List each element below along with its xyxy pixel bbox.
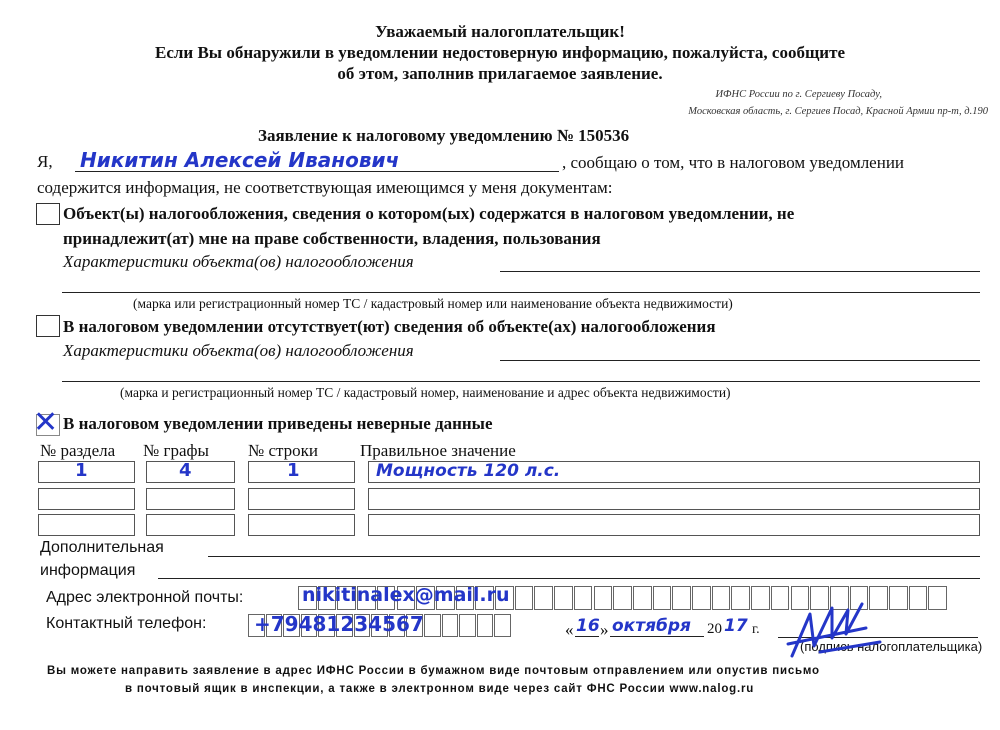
footer-note-2: в почтовый ящик в инспекции, а также в электронном виде через сайт ФНС России www.nalog.ru (125, 683, 755, 695)
email-label: Адрес электронной почты: (46, 589, 244, 606)
char-cell (909, 586, 928, 610)
option1-text: Объект(ы) налогообложения, сведения о котором(ых) содержатся в налоговом уведомлении, не (63, 204, 795, 223)
date-year[interactable]: 17 (724, 616, 748, 636)
char-cell (928, 586, 947, 610)
date-year-unit: г. (752, 622, 760, 637)
char-cell (712, 586, 731, 610)
char-cell (889, 586, 908, 610)
char-cell (613, 586, 632, 610)
option3-text: В налоговом уведомлении приведены неверные данные (63, 414, 493, 433)
additional-info-line-2[interactable] (158, 578, 980, 579)
option2-checkbox[interactable] (36, 315, 60, 337)
date-day[interactable]: 16 (576, 616, 600, 636)
char-cell (442, 614, 459, 637)
char-cell (751, 586, 770, 610)
char-cell (731, 586, 750, 610)
char-cell (494, 614, 511, 637)
ifns-address: Московская область, г. Сергиев Посад, Красной Армии пр-т, д.190 (688, 106, 988, 117)
table-row1-section: 1 (75, 460, 88, 481)
col-header-column: № графы (143, 441, 209, 460)
notice-line: Если Вы обнаружили в уведомлении недостоверную информацию, пожалуйста, сообщите (155, 43, 845, 62)
table-cell-row[interactable] (248, 514, 355, 536)
date-open-quote: « (565, 620, 574, 639)
table-cell-row[interactable] (248, 488, 355, 510)
table-cell-section[interactable] (38, 488, 135, 510)
char-cell (515, 586, 534, 610)
char-cell (554, 586, 573, 610)
footer-note: Вы можете направить заявление в адрес ИФНС России в бумажном виде почтовым отправлением или опустив письмо (47, 665, 820, 677)
additional-info-label-2: информация (40, 562, 136, 579)
char-cell (692, 586, 711, 610)
option2-text: В налоговом уведомлении отсутствует(ют) сведения об объекте(ах) налогообложения (63, 317, 716, 336)
date-month-line (610, 636, 704, 637)
option2-characteristics-line-2[interactable] (62, 381, 980, 382)
table-cell-row[interactable] (248, 461, 355, 483)
taxpayer-name[interactable]: Никитин Алексей Иванович (80, 148, 400, 172)
char-cell (534, 586, 553, 610)
signature-caption: (подпись налогоплательщика) (800, 639, 983, 654)
table-cell-value[interactable] (368, 488, 980, 510)
table-cell-value[interactable] (368, 514, 980, 536)
col-header-section: № раздела (40, 441, 116, 460)
option2-hint: (марка и регистрационный номер ТС / кадастровый номер, наименование и адрес объекта недвижимости) (120, 385, 731, 400)
col-header-value: Правильное значение (360, 441, 516, 460)
option1-text-2: принадлежит(ат) мне на праве собственности, владения, пользования (63, 229, 601, 248)
additional-info-line[interactable] (208, 556, 980, 557)
option2-characteristics-label: Характеристики объекта(ов) налогообложения (63, 341, 414, 360)
char-cell (574, 586, 593, 610)
option1-characteristics-label: Характеристики объекта(ов) налогообложения (63, 252, 414, 271)
option1-checkbox[interactable] (36, 203, 60, 225)
option1-hint: (марка или регистрационный номер ТС / кадастровый номер или наименование объекта недвижимости) (133, 296, 733, 311)
statement-text: , сообщаю о том, что в налоговом уведомлении (562, 153, 905, 172)
phone-label: Контактный телефон: (46, 615, 207, 632)
ya-label: Я, (37, 152, 53, 171)
char-cell (424, 614, 441, 637)
char-cell (594, 586, 613, 610)
ifns-name: ИФНС России по г. Сергиеву Посаду, (715, 89, 882, 100)
option1-characteristics-line-2[interactable] (62, 292, 980, 293)
signature-icon (780, 594, 890, 664)
phone-value: +79481234567 (254, 612, 424, 636)
email-value: nikitinalex@mail.ru (302, 584, 510, 606)
statement-text-2: содержится информация, не соответствующая имеющимся у меня документам: (37, 178, 613, 197)
notice-title: Уважаемый налогоплательщик! (375, 22, 625, 41)
char-cell (459, 614, 476, 637)
table-cell-column[interactable] (146, 488, 235, 510)
table-cell-column[interactable] (146, 514, 235, 536)
option3-check-mark: ✕ (33, 405, 59, 440)
option2-characteristics-line[interactable] (500, 360, 980, 361)
char-cell (633, 586, 652, 610)
table-row1-row: 1 (287, 460, 300, 481)
char-cell (653, 586, 672, 610)
additional-info-label: Дополнительная (40, 539, 164, 556)
option1-characteristics-line[interactable] (500, 271, 980, 272)
date-day-line (575, 636, 599, 637)
char-cell (672, 586, 691, 610)
table-cell-section[interactable] (38, 514, 135, 536)
table-row1-column: 4 (179, 460, 192, 481)
date-month[interactable]: октября (612, 616, 691, 636)
col-header-row: № строки (248, 441, 319, 460)
notice-line: об этом, заполнив прилагаемое заявление. (337, 64, 663, 83)
date-close-quote: » (600, 620, 609, 639)
date-year-prefix: 20 (707, 621, 722, 637)
form-title: Заявление к налоговому уведомлению № 150536 (258, 126, 630, 145)
table-row1-value: Мощность 120 л.с. (376, 461, 561, 481)
char-cell (477, 614, 494, 637)
